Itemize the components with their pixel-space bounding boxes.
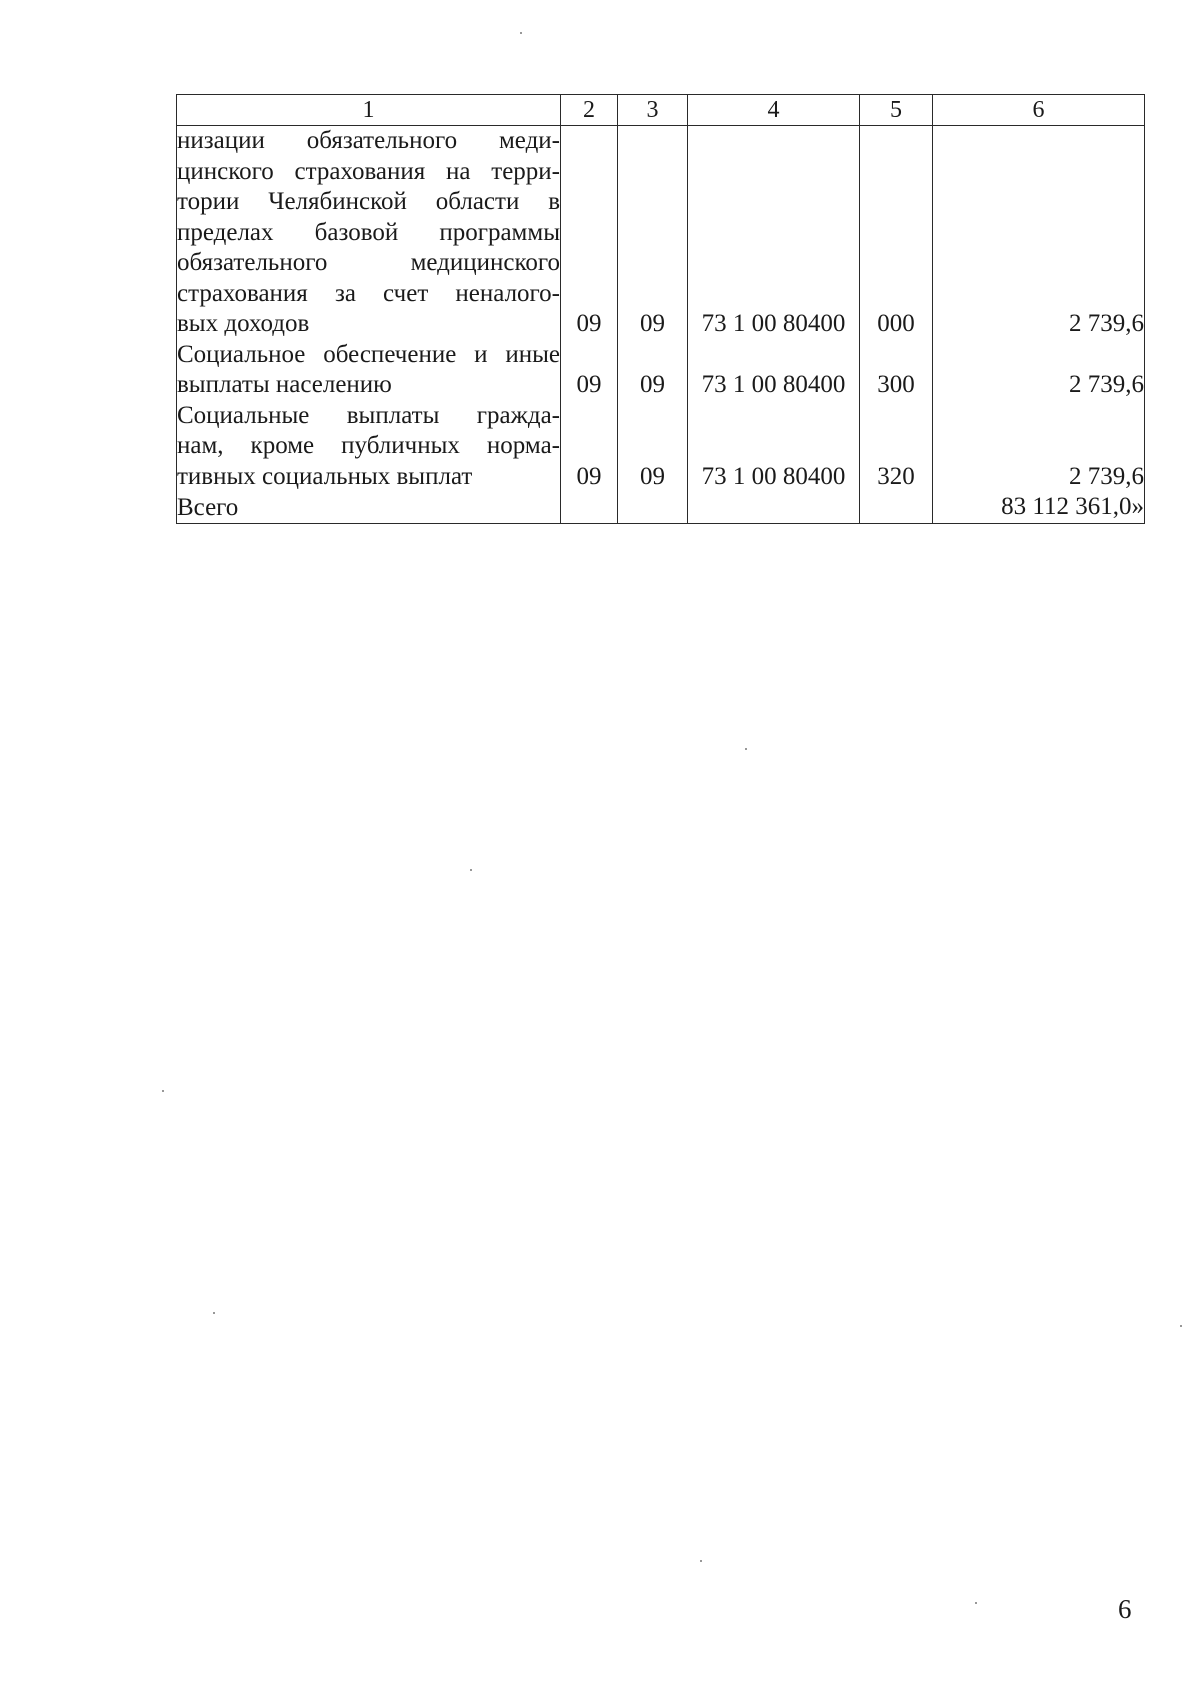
description-line: обязательного медицинского xyxy=(177,249,560,276)
header-cell-4: 4 xyxy=(688,95,860,126)
amount: 2 739,6 xyxy=(933,401,1145,493)
description-line: Социальные выплаты гражда- xyxy=(177,401,560,429)
budget-table xyxy=(176,94,1145,524)
description-line: цинского страхования на терри- xyxy=(177,157,560,185)
total-amount xyxy=(933,492,1145,523)
description-line: Всего xyxy=(177,493,239,521)
table-row-total xyxy=(177,492,1145,523)
header-cell-5: 5 xyxy=(860,95,933,126)
table-row xyxy=(177,126,1145,340)
subsection-code: 09 xyxy=(618,126,688,340)
scan-speck xyxy=(520,32,522,34)
section-code: 09 xyxy=(561,126,618,340)
total-amount-value: 83 112 361,0» xyxy=(1001,493,1144,520)
header-cell-6: 6 xyxy=(933,95,1145,126)
description-line: пределах базовой программы xyxy=(177,218,560,246)
scan-speck xyxy=(470,869,472,871)
scan-speck xyxy=(745,748,747,750)
expense-type-code: 000 xyxy=(860,126,933,340)
row-description xyxy=(177,340,561,401)
expense-type-code: 320 xyxy=(860,401,933,493)
description-line: низации обязательного меди- xyxy=(177,127,560,154)
target-article-code: 73 1 00 80400 xyxy=(688,126,860,340)
expense-type-code: 300 xyxy=(860,340,933,401)
empty-cell xyxy=(688,492,860,523)
target-article-code: 73 1 00 80400 xyxy=(688,401,860,493)
table-header-row xyxy=(177,95,1145,126)
header-cell-3: 3 xyxy=(618,95,688,126)
scan-speck xyxy=(700,1560,702,1562)
table-row xyxy=(177,401,1145,493)
description-line: страхования за счет неналого- xyxy=(177,279,560,307)
amount: 2 739,6 xyxy=(933,340,1145,401)
scan-speck xyxy=(975,1602,977,1604)
scan-speck xyxy=(213,1312,215,1314)
description-line: Социальное обеспечение и иные xyxy=(177,340,560,368)
scan-speck xyxy=(1180,1325,1182,1327)
description-line: вых доходов xyxy=(177,310,310,337)
row-description xyxy=(177,126,561,340)
description-line: нам, кроме публичных норма- xyxy=(177,432,560,459)
subsection-code: 09 xyxy=(618,401,688,493)
section-code: 09 xyxy=(561,401,618,493)
description-line: выплаты населению xyxy=(177,371,392,398)
empty-cell xyxy=(618,492,688,523)
description-line: тории Челябинской области в xyxy=(177,188,560,215)
subsection-code: 09 xyxy=(618,340,688,401)
description-line: тивных социальных выплат xyxy=(177,462,473,490)
page-number: 6 xyxy=(1118,1594,1132,1624)
total-label xyxy=(177,492,561,523)
table-row xyxy=(177,340,1145,401)
amount: 2 739,6 xyxy=(933,126,1145,340)
row-description xyxy=(177,401,561,493)
section-code: 09 xyxy=(561,340,618,401)
header-cell-1: 1 xyxy=(177,95,561,126)
target-article-code: 73 1 00 80400 xyxy=(688,340,860,401)
empty-cell xyxy=(860,492,933,523)
empty-cell xyxy=(561,492,618,523)
header-cell-2: 2 xyxy=(561,95,618,126)
scan-speck xyxy=(162,1090,164,1092)
